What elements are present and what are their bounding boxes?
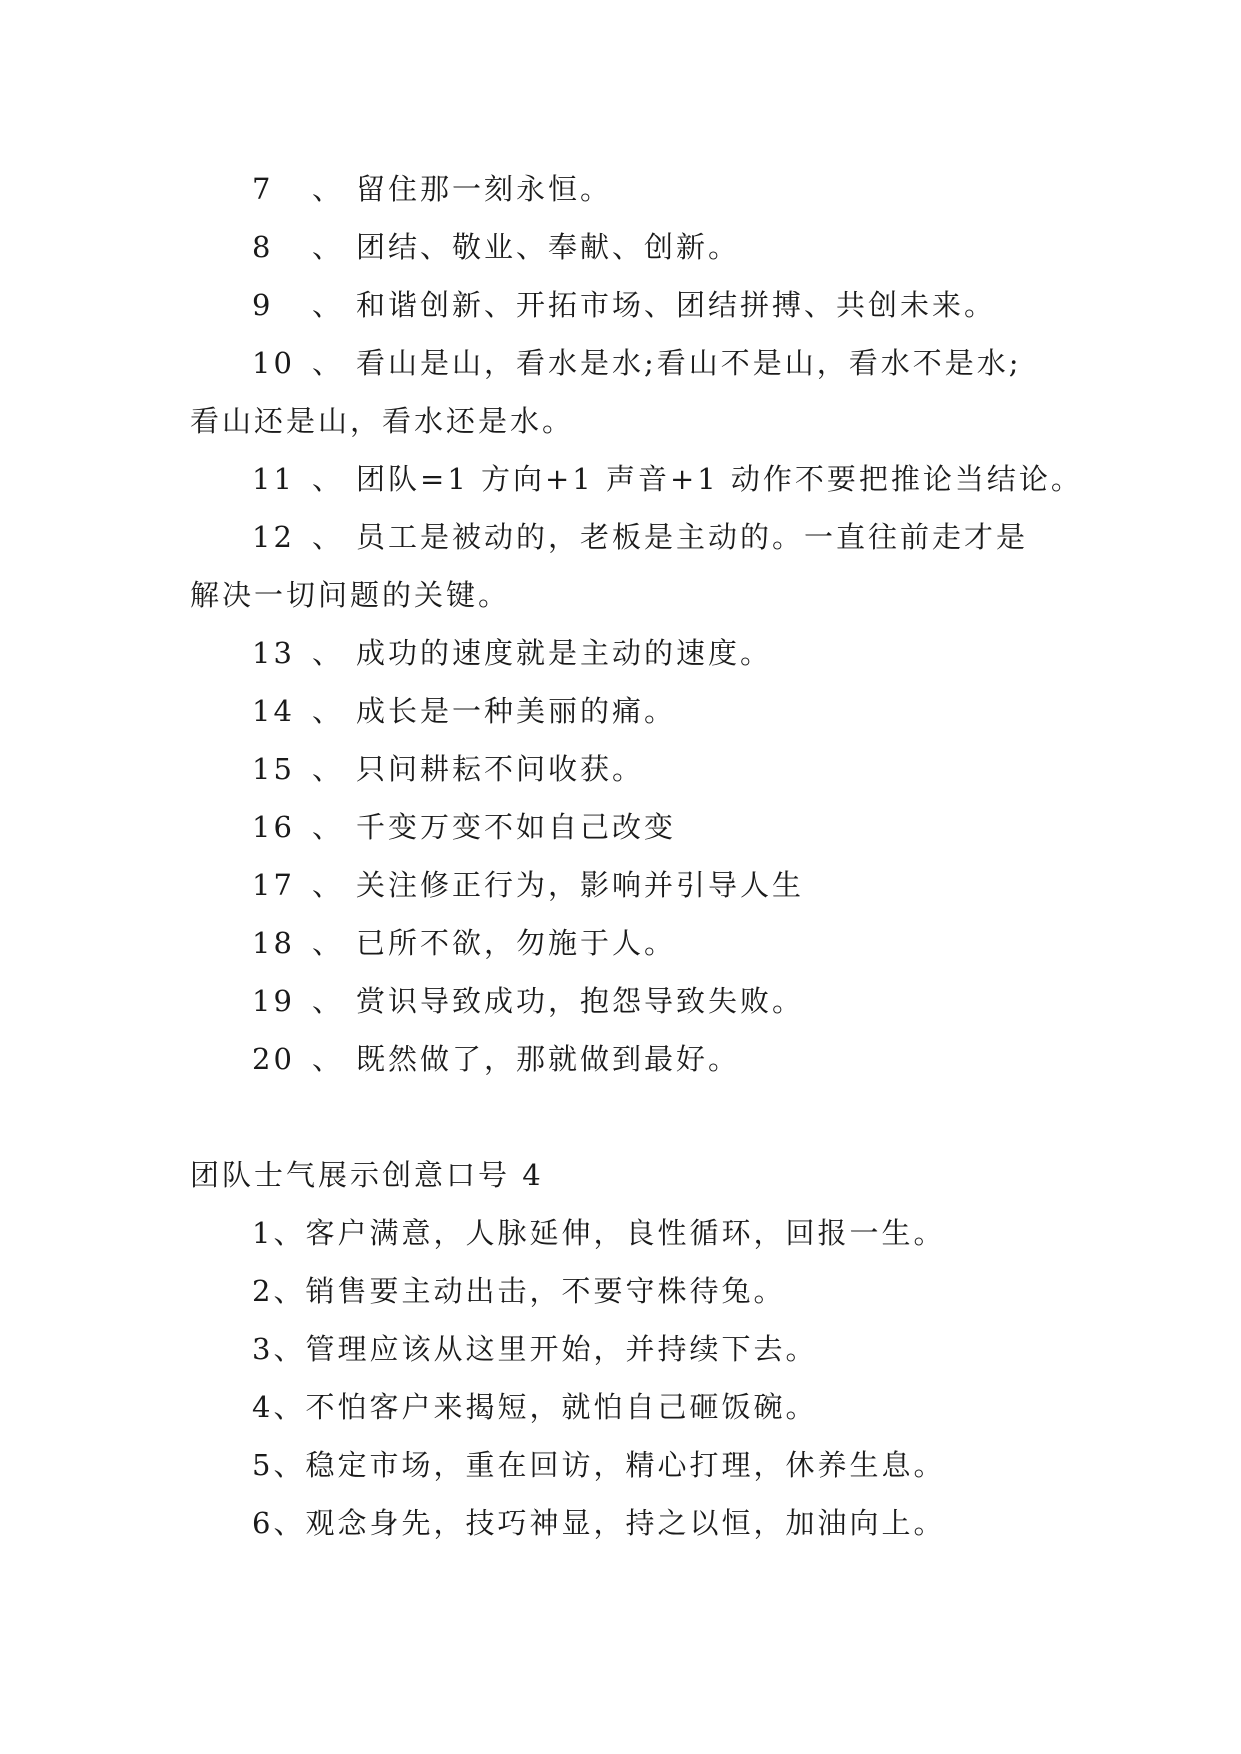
list-item — [190, 508, 1060, 566]
item-number: 10 — [252, 346, 295, 380]
list-item — [190, 218, 1060, 276]
item-separator: 、 — [273, 1274, 306, 1308]
item-number: 4 — [252, 1390, 274, 1424]
item-text: 团结、敬业、奉献、创新。 — [356, 230, 741, 264]
section-gap — [190, 1088, 1060, 1146]
item-separator: 、 — [312, 984, 345, 1018]
list-item — [190, 914, 1060, 972]
list-item-continuation: 解决一切问题的关键。 — [190, 578, 511, 612]
item-separator: 、 — [312, 462, 345, 496]
item-text: 已所不欲，勿施于人。 — [356, 926, 677, 960]
item-separator: 、 — [273, 1216, 306, 1250]
item-text: 看山是山，看水是水;看山不是山，看水不是水; — [356, 346, 1022, 380]
item-text: 既然做了，那就做到最好。 — [356, 1042, 741, 1076]
item-separator: 、 — [312, 694, 345, 728]
item-number: 13 — [252, 636, 295, 670]
list-item — [190, 798, 1060, 856]
list-item — [190, 624, 1060, 682]
item-text: 不怕客户来揭短，就怕自己砸饭碗。 — [305, 1390, 818, 1424]
item-separator: 、 — [312, 752, 345, 786]
item-text: 留住那一刻永恒。 — [356, 172, 613, 206]
list-item-continuation: 看山还是山，看水还是水。 — [190, 404, 575, 438]
item-number: 7 — [252, 172, 274, 206]
item-number: 8 — [252, 230, 274, 264]
item-number: 11 — [252, 462, 295, 496]
item-separator: 、 — [312, 810, 345, 844]
item-text: 只问耕耘不问收获。 — [356, 752, 645, 786]
list-item — [190, 160, 1060, 218]
item-separator: 、 — [273, 1506, 306, 1540]
document-content — [190, 160, 1083, 1552]
list-item — [190, 1320, 1060, 1378]
item-text: 千变万变不如自己改变 — [356, 810, 677, 844]
item-separator: 、 — [312, 636, 345, 670]
item-separator: 、 — [312, 288, 345, 322]
list-item — [190, 334, 1060, 392]
item-separator: 、 — [273, 1390, 306, 1424]
item-text: 员工是被动的，老板是主动的。一直往前走才是 — [356, 520, 1029, 554]
item-text: 团队=1 方向+1 声音+1 动作不要把推论当结论。 — [356, 462, 1083, 496]
list-item — [190, 1378, 1060, 1436]
item-number: 12 — [252, 520, 295, 554]
item-text: 关注修正行为，影响并引导人生 — [356, 868, 805, 902]
item-number: 3 — [252, 1332, 274, 1366]
item-text: 赏识导致成功，抱怨导致失败。 — [356, 984, 805, 1018]
list-item — [190, 682, 1060, 740]
list-item — [190, 276, 1060, 334]
item-number: 19 — [252, 984, 295, 1018]
item-separator: 、 — [273, 1332, 306, 1366]
item-separator: 、 — [312, 926, 345, 960]
item-number: 20 — [252, 1042, 295, 1076]
list-item — [190, 450, 1083, 508]
item-separator: 、 — [273, 1448, 306, 1482]
item-text: 客户满意，人脉延伸，良性循环，回报一生。 — [305, 1216, 946, 1250]
section-heading: 团队士气展示创意口号 4 — [190, 1158, 544, 1192]
item-number: 5 — [252, 1448, 274, 1482]
item-separator: 、 — [312, 520, 345, 554]
item-number: 9 — [252, 288, 274, 322]
item-text: 稳定市场，重在回访，精心打理，休养生息。 — [305, 1448, 946, 1482]
list-item — [190, 1262, 1060, 1320]
item-number: 2 — [252, 1274, 274, 1308]
item-text: 成长是一种美丽的痛。 — [356, 694, 677, 728]
item-separator: 、 — [312, 172, 345, 206]
item-number: 15 — [252, 752, 295, 786]
item-text: 管理应该从这里开始，并持续下去。 — [305, 1332, 818, 1366]
list-item — [190, 1030, 1060, 1088]
item-text: 成功的速度就是主动的速度。 — [356, 636, 773, 670]
list-item — [190, 1204, 1060, 1262]
item-number: 17 — [252, 868, 295, 902]
item-number: 6 — [252, 1506, 274, 1540]
item-number: 16 — [252, 810, 295, 844]
item-separator: 、 — [312, 230, 345, 264]
item-separator: 、 — [312, 868, 345, 902]
item-separator: 、 — [312, 1042, 345, 1076]
list-item — [190, 740, 1060, 798]
item-number: 1 — [252, 1216, 274, 1250]
list-item — [190, 1436, 1060, 1494]
list-item — [190, 1494, 1060, 1552]
item-separator: 、 — [312, 346, 345, 380]
item-number: 18 — [252, 926, 295, 960]
list-item — [190, 856, 1060, 914]
item-number: 14 — [252, 694, 295, 728]
item-text: 销售要主动出击，不要守株待兔。 — [305, 1274, 786, 1308]
item-text: 和谐创新、开拓市场、团结拼搏、共创未来。 — [356, 288, 997, 322]
item-text: 观念身先，技巧神显，持之以恒，加油向上。 — [305, 1506, 946, 1540]
list-item — [190, 972, 1060, 1030]
